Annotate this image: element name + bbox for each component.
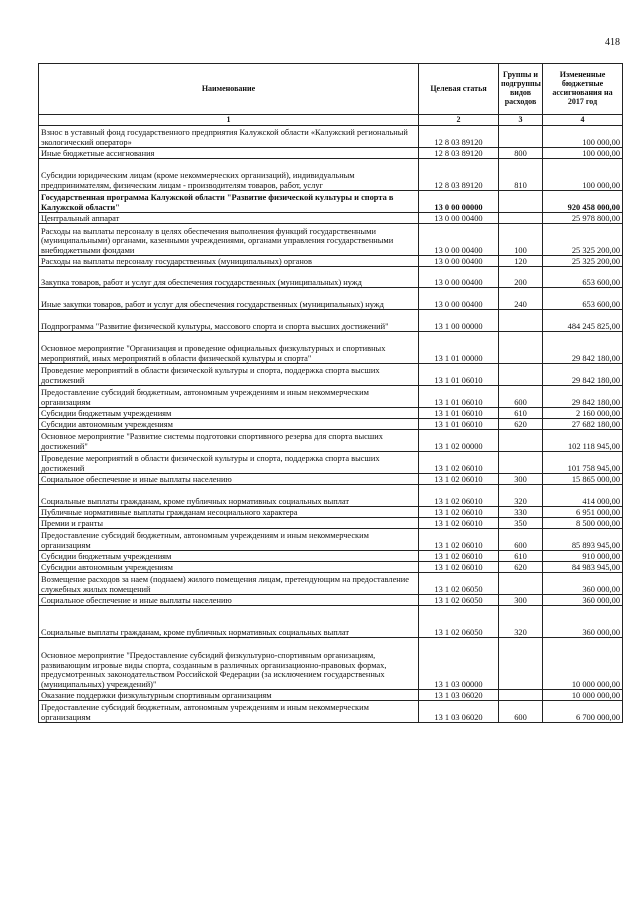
row-name: Социальные выплаты гражданам, кроме публичных нормативных социальных выплат [39,485,419,507]
table-row [39,430,623,452]
row-group-code [499,126,543,148]
row-amount: 102 118 945,00 [543,430,623,452]
table-row [39,148,623,159]
row-target-code: 13 1 02 06010 [419,507,499,518]
table-row [39,126,623,148]
table-row [39,288,623,310]
table-row [39,267,623,288]
row-name: Субсидии бюджетным учреждениям [39,408,419,419]
row-group-code: 330 [499,507,543,518]
header-name: Наименование [39,64,419,115]
row-target-code: 13 1 02 06050 [419,573,499,595]
table-row [39,408,623,419]
row-amount: 101 758 945,00 [543,452,623,474]
row-group-code: 200 [499,267,543,288]
budget-table [38,63,623,723]
row-target-code: 13 1 02 06010 [419,518,499,529]
row-amount: 100 000,00 [543,148,623,159]
row-group-code: 100 [499,224,543,256]
row-group-code: 300 [499,595,543,606]
row-group-code: 600 [499,529,543,551]
row-amount: 653 600,00 [543,267,623,288]
table-row [39,310,623,332]
row-amount: 10 000 000,00 [543,638,623,690]
row-amount: 484 245 825,00 [543,310,623,332]
row-amount: 29 842 180,00 [543,332,623,364]
table-row [39,690,623,701]
table-row [39,332,623,364]
row-group-code [499,573,543,595]
row-group-code: 240 [499,288,543,310]
row-group-code [499,310,543,332]
header-target: Целевая статья [419,64,499,115]
table-row [39,638,623,690]
table-row [39,191,623,213]
row-name: Проведение мероприятий в области физической культуры и спорта, поддержка спорта высших достижений [39,364,419,386]
row-name: Подпрограмма "Развитие физической культуры, массового спорта и спорта высших достижений" [39,310,419,332]
column-number: 1 [39,115,419,126]
row-name: Субсидии бюджетным учреждениям [39,551,419,562]
column-number: 3 [499,115,543,126]
row-group-code [499,213,543,224]
row-name: Возмещение расходов за наем (поднаем) жилого помещения лицам, претендующим на предоставление служебных жилых помещений [39,573,419,595]
table-row [39,364,623,386]
table-row [39,562,623,573]
table-row [39,573,623,595]
row-amount: 100 000,00 [543,159,623,191]
row-target-code: 12 8 03 89120 [419,148,499,159]
row-name: Оказание поддержки физкультурным спортивным организациям [39,690,419,701]
row-amount: 360 000,00 [543,595,623,606]
row-amount: 10 000 000,00 [543,690,623,701]
row-group-code [499,332,543,364]
header-group: Группы и подгруппы видов расходов [499,64,543,115]
table-row [39,224,623,256]
row-name: Субсидии автономным учреждениям [39,562,419,573]
row-target-code: 13 1 03 00000 [419,638,499,690]
row-target-code: 13 0 00 00400 [419,267,499,288]
row-group-code [499,690,543,701]
row-amount: 29 842 180,00 [543,364,623,386]
table-row [39,551,623,562]
row-amount: 15 865 000,00 [543,474,623,485]
row-name: Субсидии автономным учреждениям [39,419,419,430]
row-group-code: 620 [499,562,543,573]
table-row [39,529,623,551]
row-name: Предоставление субсидий бюджетным, автономным учреждениям и иным некоммерческим организациям [39,386,419,408]
table-row [39,595,623,606]
row-name: Субсидии юридическим лицам (кроме некоммерческих организаций), индивидуальным предпринимателям, физическим лицам - производителям товаров, работ, услуг [39,159,419,191]
table-row [39,159,623,191]
column-number: 2 [419,115,499,126]
row-target-code: 12 8 03 89120 [419,126,499,148]
row-name: Публичные нормативные выплаты гражданам несоциального характера [39,507,419,518]
row-group-code [499,452,543,474]
row-group-code: 350 [499,518,543,529]
row-amount: 25 325 200,00 [543,256,623,267]
table-row [39,507,623,518]
row-target-code: 13 1 01 06010 [419,408,499,419]
row-name: Основное мероприятие "Предоставление субсидий физкультурно-спортивным организациям, развивающим игровые виды спорта, созданным в различных организационно-правовых формах, предусмотренных законодательством Российской Федерации (за исключением государственных (муниципальных) учреждений)" [39,638,419,690]
row-target-code: 13 1 02 00000 [419,430,499,452]
row-group-code: 800 [499,148,543,159]
row-name: Иные бюджетные ассигнования [39,148,419,159]
row-name: Основное мероприятие "Развитие системы подготовки спортивного резерва для спорта высших достижений" [39,430,419,452]
table-row [39,213,623,224]
row-target-code: 13 1 01 06010 [419,419,499,430]
row-amount: 653 600,00 [543,288,623,310]
row-amount: 6 951 000,00 [543,507,623,518]
row-target-code: 13 1 02 06010 [419,551,499,562]
row-name: Социальные выплаты гражданам, кроме публичных нормативных социальных выплат [39,606,419,638]
row-amount: 8 500 000,00 [543,518,623,529]
row-amount: 84 983 945,00 [543,562,623,573]
row-amount: 25 325 200,00 [543,224,623,256]
row-group-code [499,638,543,690]
row-name: Основное мероприятие "Организация и проведение официальных физкультурных и спортивных мероприятий, иных мероприятий в области физической культуры и спорта" [39,332,419,364]
row-group-code: 600 [499,701,543,723]
row-name: Социальное обеспечение и иные выплаты населению [39,595,419,606]
header-amount: Измененные бюджетные ассигнования на 2017 год [543,64,623,115]
row-group-code: 610 [499,551,543,562]
row-target-code: 13 0 00 00400 [419,213,499,224]
row-group-code: 600 [499,386,543,408]
table-row [39,474,623,485]
row-amount: 2 160 000,00 [543,408,623,419]
row-target-code: 13 1 02 06050 [419,595,499,606]
row-target-code: 13 0 00 00400 [419,224,499,256]
row-name: Расходы на выплаты персоналу государственных (муниципальных) органов [39,256,419,267]
column-number: 4 [543,115,623,126]
row-target-code: 13 1 02 06010 [419,562,499,573]
row-amount: 85 893 945,00 [543,529,623,551]
row-amount: 27 682 180,00 [543,419,623,430]
row-name: Социальное обеспечение и иные выплаты населению [39,474,419,485]
page-number: 418 [605,37,620,48]
row-group-code: 810 [499,159,543,191]
row-name: Предоставление субсидий бюджетным, автономным учреждениям и иным некоммерческим организациям [39,529,419,551]
table-row [39,606,623,638]
row-target-code: 12 8 03 89120 [419,159,499,191]
row-target-code: 13 0 00 00000 [419,191,499,213]
row-amount: 25 978 800,00 [543,213,623,224]
row-target-code: 13 0 00 00400 [419,256,499,267]
row-target-code: 13 1 01 06010 [419,386,499,408]
row-name: Премии и гранты [39,518,419,529]
row-name: Иные закупки товаров, работ и услуг для обеспечения государственных (муниципальных) нужд [39,288,419,310]
row-target-code: 13 1 01 00000 [419,332,499,364]
row-target-code: 13 1 02 06050 [419,606,499,638]
row-amount: 910 000,00 [543,551,623,562]
row-target-code: 13 1 02 06010 [419,452,499,474]
row-group-code [499,430,543,452]
table-row [39,419,623,430]
table-row [39,701,623,723]
row-target-code: 13 1 02 06010 [419,529,499,551]
column-number-row [39,115,623,126]
row-amount: 920 458 000,00 [543,191,623,213]
table-body [39,126,623,723]
row-group-code: 300 [499,474,543,485]
row-amount: 360 000,00 [543,606,623,638]
row-group-code [499,191,543,213]
row-amount: 6 700 000,00 [543,701,623,723]
row-group-code: 320 [499,485,543,507]
row-name: Предоставление субсидий бюджетным, автономным учреждениям и иным некоммерческим организациям [39,701,419,723]
row-name: Центральный аппарат [39,213,419,224]
table-header-row [39,64,623,115]
row-amount: 360 000,00 [543,573,623,595]
row-amount: 100 000,00 [543,126,623,148]
row-group-code: 610 [499,408,543,419]
row-target-code: 13 1 02 06010 [419,474,499,485]
table-row [39,256,623,267]
row-group-code: 320 [499,606,543,638]
row-name: Расходы на выплаты персоналу в целях обеспечения выполнения функций государственными (муниципальными) органами, казенными учреждениями, органами управления государственными внебюджетными фондами [39,224,419,256]
row-amount: 29 842 180,00 [543,386,623,408]
row-group-code [499,364,543,386]
row-target-code: 13 1 03 06020 [419,690,499,701]
table-row [39,452,623,474]
row-group-code: 620 [499,419,543,430]
row-group-code: 120 [499,256,543,267]
row-amount: 414 000,00 [543,485,623,507]
table-row [39,485,623,507]
table-row [39,518,623,529]
row-target-code: 13 1 01 06010 [419,364,499,386]
row-name: Взнос в уставный фонд государственного предприятия Калужской области «Калужский региональный экологический оператор» [39,126,419,148]
table-row [39,386,623,408]
row-target-code: 13 1 02 06010 [419,485,499,507]
row-name: Государственная программа Калужской области "Развитие физической культуры и спорта в Калужской области" [39,191,419,213]
row-target-code: 13 1 03 06020 [419,701,499,723]
row-name: Проведение мероприятий в области физической культуры и спорта, поддержка спорта высших достижений [39,452,419,474]
row-target-code: 13 1 00 00000 [419,310,499,332]
row-target-code: 13 0 00 00400 [419,288,499,310]
row-name: Закупка товаров, работ и услуг для обеспечения государственных (муниципальных) нужд [39,267,419,288]
